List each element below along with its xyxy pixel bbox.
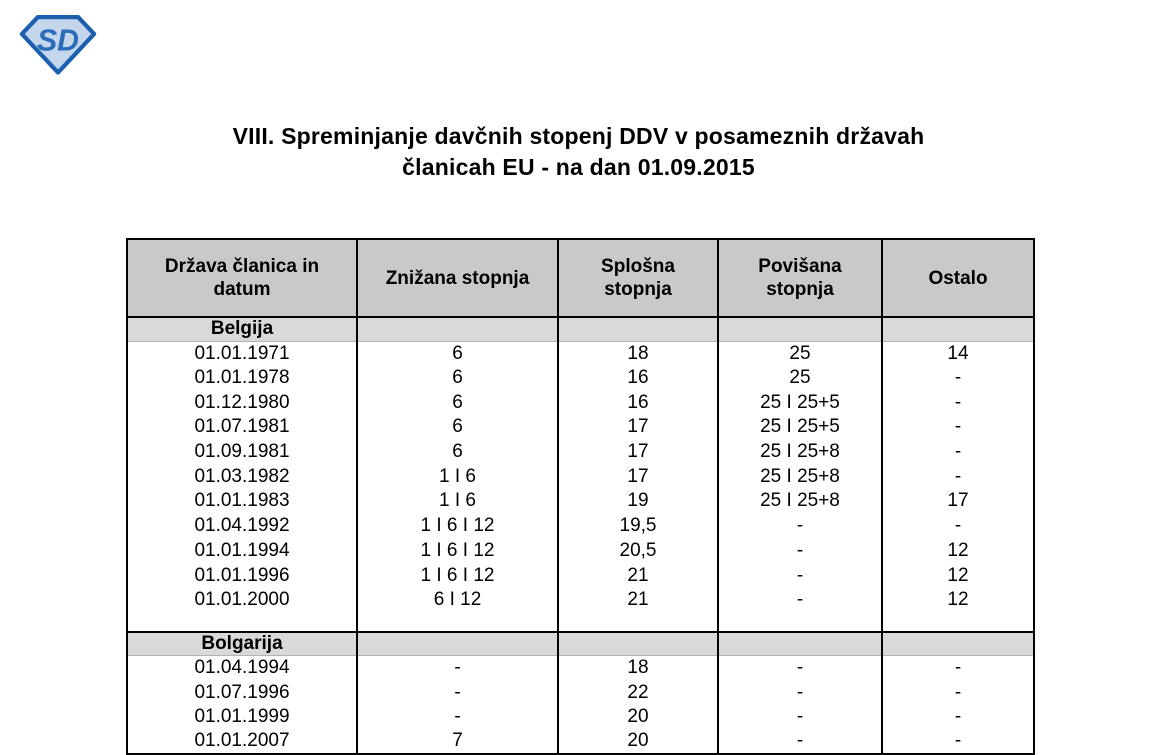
table-row — [127, 415, 1034, 440]
country-name: Bolgarija — [127, 632, 357, 656]
date-cell: 01.01.1971 — [127, 341, 357, 366]
country-empty-cell — [357, 632, 558, 656]
page-title — [0, 121, 1157, 183]
rate-cell: 18 — [558, 341, 718, 366]
rate-cell: - — [718, 514, 882, 539]
rate-cell: - — [882, 680, 1034, 705]
rate-cell: 1 I 6 — [357, 464, 558, 489]
rate-cell: 12 — [882, 563, 1034, 588]
sd-shield-logo — [16, 12, 100, 76]
rate-cell: 19 — [558, 489, 718, 514]
date-cell: 01.01.1983 — [127, 489, 357, 514]
spacer-cell — [357, 613, 558, 632]
country-section-row — [127, 632, 1034, 656]
vat-table-container — [126, 238, 1035, 755]
rate-cell: - — [357, 680, 558, 705]
country-empty-cell — [718, 632, 882, 656]
table-row — [127, 341, 1034, 366]
country-empty-cell — [558, 632, 718, 656]
rate-cell: 25 I 25+8 — [718, 464, 882, 489]
rate-cell: 20 — [558, 705, 718, 730]
table-row — [127, 390, 1034, 415]
rate-cell: - — [357, 705, 558, 730]
rate-cell: 18 — [558, 656, 718, 681]
table-row — [127, 680, 1034, 705]
rate-cell: 16 — [558, 366, 718, 391]
date-cell: 01.01.2007 — [127, 730, 357, 755]
logo-letters: SD — [36, 24, 80, 58]
rate-cell: 1 I 6 I 12 — [357, 514, 558, 539]
rate-cell: 6 — [357, 366, 558, 391]
country-name: Belgija — [127, 317, 357, 341]
rate-cell: 17 — [558, 440, 718, 465]
rate-cell: 25 I 25+5 — [718, 390, 882, 415]
date-cell: 01.01.1999 — [127, 705, 357, 730]
rate-cell: - — [718, 680, 882, 705]
page-title-line1: VIII. Spreminjanje davčnih stopenj DDV v posameznih državah — [232, 123, 925, 149]
rate-cell: - — [718, 588, 882, 613]
rate-cell: 1 I 6 — [357, 489, 558, 514]
rate-cell: 6 — [357, 341, 558, 366]
date-cell: 01.07.1981 — [127, 415, 357, 440]
rate-cell: 25 I 25+8 — [718, 440, 882, 465]
date-cell: 01.07.1996 — [127, 680, 357, 705]
rate-cell: 12 — [882, 588, 1034, 613]
rate-cell: 22 — [558, 680, 718, 705]
rate-cell: 19,5 — [558, 514, 718, 539]
country-empty-cell — [882, 317, 1034, 341]
rate-cell: 25 — [718, 366, 882, 391]
table-row — [127, 539, 1034, 564]
country-empty-cell — [357, 317, 558, 341]
rate-cell: 1 I 6 I 12 — [357, 539, 558, 564]
column-header: Splošna stopnja — [558, 239, 718, 317]
rate-cell: 14 — [882, 341, 1034, 366]
date-cell: 01.01.2000 — [127, 588, 357, 613]
date-cell: 01.01.1996 — [127, 563, 357, 588]
rate-cell: - — [882, 514, 1034, 539]
country-empty-cell — [882, 632, 1034, 656]
rate-cell: 17 — [882, 489, 1034, 514]
country-section-row — [127, 317, 1034, 341]
page-title-line2: članicah EU - na dan 01.09.2015 — [402, 154, 755, 180]
rate-cell: 12 — [882, 539, 1034, 564]
date-cell: 01.01.1994 — [127, 539, 357, 564]
table-row — [127, 440, 1034, 465]
rate-cell: 21 — [558, 563, 718, 588]
rate-cell: 6 I 12 — [357, 588, 558, 613]
rate-cell: 21 — [558, 588, 718, 613]
rate-cell: - — [882, 705, 1034, 730]
section-spacer-row — [127, 613, 1034, 632]
column-header: Ostalo — [882, 239, 1034, 317]
rate-cell: - — [718, 705, 882, 730]
table-row — [127, 730, 1034, 755]
rate-cell: - — [882, 730, 1034, 755]
rate-cell: 1 I 6 I 12 — [357, 563, 558, 588]
rate-cell: 25 I 25+5 — [718, 415, 882, 440]
rate-cell: 6 — [357, 415, 558, 440]
column-header: Povišana stopnja — [718, 239, 882, 317]
rate-cell: 25 — [718, 341, 882, 366]
table-row — [127, 656, 1034, 681]
date-cell: 01.01.1978 — [127, 366, 357, 391]
rate-cell: - — [718, 730, 882, 755]
table-row — [127, 563, 1034, 588]
rate-cell: - — [718, 656, 882, 681]
date-cell: 01.09.1981 — [127, 440, 357, 465]
column-header: Znižana stopnja — [357, 239, 558, 317]
rate-cell: - — [882, 366, 1034, 391]
rate-cell: 25 I 25+8 — [718, 489, 882, 514]
table-header-row — [127, 239, 1034, 317]
spacer-cell — [718, 613, 882, 632]
rate-cell: 6 — [357, 440, 558, 465]
table-row — [127, 705, 1034, 730]
rate-cell: 7 — [357, 730, 558, 755]
table-row — [127, 588, 1034, 613]
table-row — [127, 514, 1034, 539]
country-empty-cell — [718, 317, 882, 341]
table-row — [127, 366, 1034, 391]
vat-rates-table — [126, 238, 1035, 755]
rate-cell: 20 — [558, 730, 718, 755]
rate-cell: - — [882, 415, 1034, 440]
country-empty-cell — [558, 317, 718, 341]
rate-cell: 6 — [357, 390, 558, 415]
table-row — [127, 489, 1034, 514]
spacer-cell — [882, 613, 1034, 632]
column-header: Država članica in datum — [127, 239, 357, 317]
rate-cell: - — [718, 539, 882, 564]
rate-cell: 20,5 — [558, 539, 718, 564]
spacer-cell — [558, 613, 718, 632]
date-cell: 01.12.1980 — [127, 390, 357, 415]
rate-cell: - — [882, 656, 1034, 681]
table-row — [127, 464, 1034, 489]
rate-cell: - — [882, 390, 1034, 415]
rate-cell: - — [718, 563, 882, 588]
rate-cell: 17 — [558, 415, 718, 440]
rate-cell: - — [882, 440, 1034, 465]
rate-cell: - — [357, 656, 558, 681]
date-cell: 01.04.1992 — [127, 514, 357, 539]
date-cell: 01.04.1994 — [127, 656, 357, 681]
date-cell: 01.03.1982 — [127, 464, 357, 489]
rate-cell: 17 — [558, 464, 718, 489]
rate-cell: 16 — [558, 390, 718, 415]
rate-cell: - — [882, 464, 1034, 489]
spacer-cell — [127, 613, 357, 632]
